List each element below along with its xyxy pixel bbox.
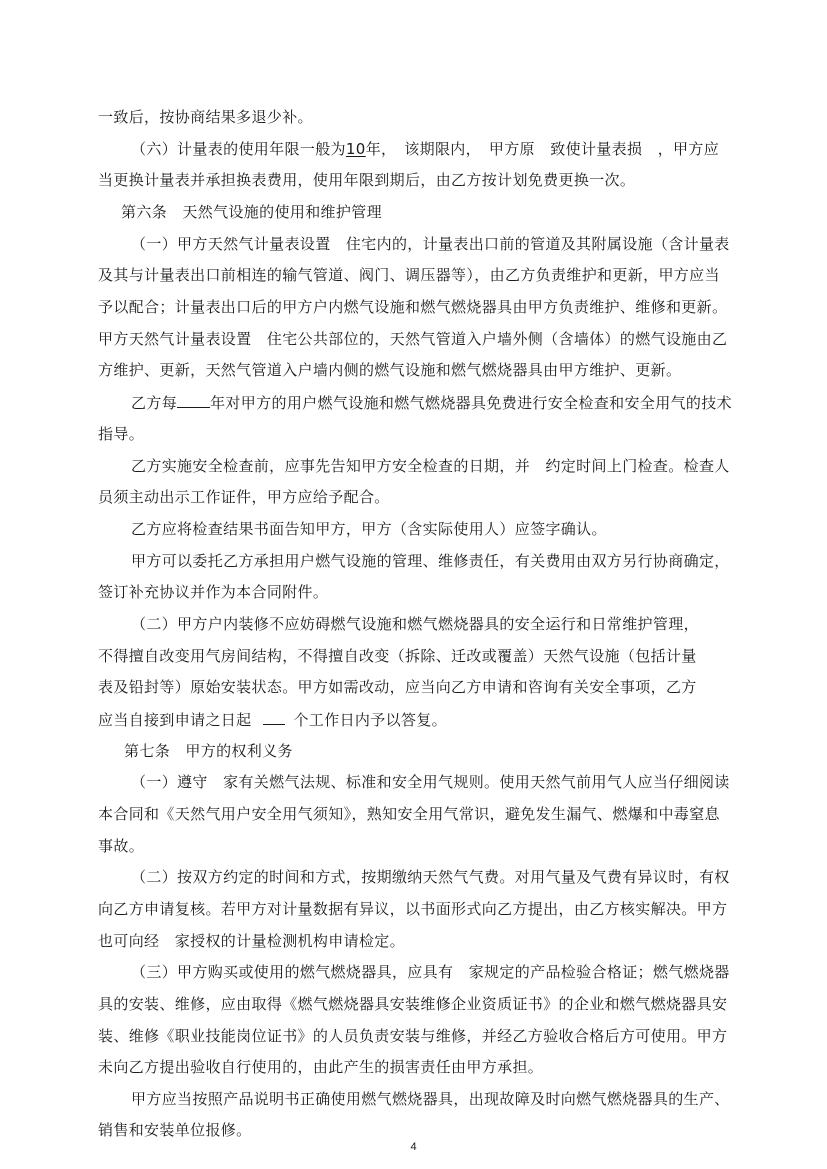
text-line: 具的安装、维修，应由取得《燃气燃烧器具安装维修企业资质证书》的企业和燃气燃烧器具安 <box>98 995 728 1013</box>
text-line: 及其与计量表出口前相连的输气管道、阀门、调压器等），由乙方负责维护和更新，甲方应当 <box>98 266 720 284</box>
text-line: 本合同和《天然气用户安全用气须知》，熟知安全用气常识，避免发生漏气、燃爆和中毒窒息 <box>98 805 720 823</box>
text-line: 事故。 <box>98 837 145 855</box>
text-line: 予以配合；计量表出口后的甲方户内燃气设施和燃气燃烧器具由甲方负责维护、维修和更新。 <box>98 298 728 316</box>
text-span: 个工作日内予以答复。 <box>293 711 448 729</box>
paragraph-meter-lifespan <box>131 139 719 159</box>
paragraph-inspection-frequency <box>131 392 732 413</box>
text-line: 销售和安装单位报修。 <box>98 1121 252 1139</box>
text-line: 向乙方申请复核。若甲方对计量数据有异议，以书面形式向乙方提出，由乙方核实解决。甲方 <box>98 900 728 918</box>
text-line: 当更换计量表并承担换表费用，使用年限到期后，由乙方按计划免费更换一次。 <box>98 171 636 189</box>
text-line: （三）甲方购买或使用的燃气燃烧器具，应具有 家规定的产品检验合格证；燃气燃烧器 <box>131 963 730 981</box>
article-7-heading: 第七条 甲方的权利义务 <box>124 742 293 760</box>
text-line: 一致后，按协商结果多退少补。 <box>98 108 313 126</box>
meter-years-value: 10 <box>345 140 366 158</box>
text-line: 员须主动出示工作证件，甲方应给予配合。 <box>98 488 390 506</box>
text-line: 甲方天然气计量表设置 住宅公共部位的，天然气管道入户墙外侧（含墙体）的燃气设施由乙 <box>98 330 728 348</box>
text-line: （二）按双方约定的时间和方式，按期缴纳天然气气费。对用气量及气费有异议时，有权 <box>131 868 730 886</box>
article-6-heading: 第六条 天然气设施的使用和维护管理 <box>121 203 382 221</box>
text-line: （二）甲方户内装修不应妨碍燃气设施和燃气燃烧器具的安全运行和日常维护管理， <box>131 615 699 633</box>
paragraph-reply-days <box>98 709 447 730</box>
reply-days-blank <box>263 709 285 725</box>
inspection-years-blank <box>177 392 210 408</box>
text-line: 甲方可以委托乙方承担用户燃气设施的管理、维修责任，有关费用由双方另行协商确定， <box>131 552 730 570</box>
text-span: 年， 该期限内， 甲方原 致使计量表损 ，甲方应 <box>365 140 720 158</box>
text-line: 甲方应当按照产品说明书正确使用燃气燃烧器具，出现故障及时向燃气燃烧器具的生产、 <box>131 1090 730 1108</box>
text-span: 乙方每 <box>131 394 178 412</box>
text-line: 不得擅自改变用气房间结构，不得擅自改变（拆除、迁改或覆盖）天然气设施（包括计量 <box>98 647 697 665</box>
text-line: （一）遵守 家有关燃气法规、标准和安全用气规则。使用天然气前用气人应当仔细阅读 <box>131 773 730 791</box>
text-line: 也可向经 家授权的计量检测机构申请检定。 <box>98 932 406 950</box>
page-number: 4 <box>410 1141 417 1153</box>
text-span: 年对甲方的用户燃气设施和燃气燃烧器具免费进行安全检查和安全用气的技术 <box>210 394 732 412</box>
text-line: 签订补充协议并作为本合同附件。 <box>98 583 329 601</box>
text-line: 装、维修《职业技能岗位证书》的人员负责安装与维修，并经乙方验收合格后方可使用。甲方 <box>98 1027 728 1045</box>
text-line: 乙方实施安全检查前，应事先告知甲方安全检查的日期，并 约定时间上门检查。检查人 <box>131 457 730 475</box>
text-line: 表及铅封等）原始安装状态。甲方如需改动，应当向乙方申请和咨询有关安全事项，乙方 <box>98 678 697 696</box>
text-line: 方维护、更新，天然气管道入户墙内侧的燃气设施和燃气燃烧器具由甲方维护、更新。 <box>98 361 682 379</box>
text-line: 未向乙方提出验收自行使用的，由此产生的损害责任由甲方承担。 <box>98 1058 544 1076</box>
text-line: 指导。 <box>98 425 145 443</box>
text-line: 乙方应将检查结果书面告知甲方，甲方（含实际使用人）应签字确认。 <box>131 520 607 538</box>
text-span: （六）计量表的使用年限一般为 <box>131 140 346 158</box>
text-line: （一）甲方天然气计量表设置 住宅内的，计量表出口前的管道及其附属设施（含计量表 <box>131 235 730 253</box>
text-span: 应当自接到申请之日起 <box>98 711 252 729</box>
